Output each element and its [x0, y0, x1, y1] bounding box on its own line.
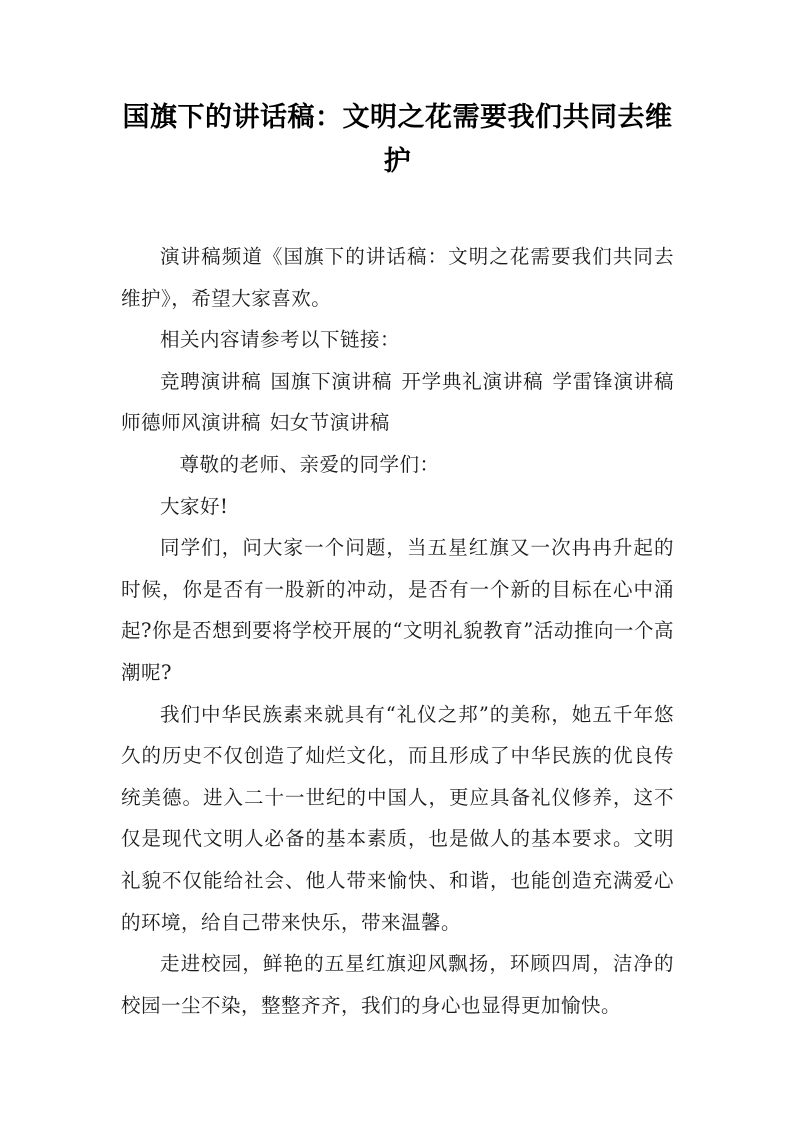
related-link-kaixue[interactable]: 开学典礼演讲稿 — [401, 369, 544, 393]
body-paragraph-3: 走进校园，鲜艳的五星红旗迎风飘扬，环顾四周，洁净的校园一尘不染，整整齐齐，我们的身心也显得更加愉快。 — [121, 952, 674, 1017]
document-title: 国旗下的讲话稿：文明之花需要我们共同去维护 — [122, 102, 673, 177]
related-link-xueleifeng[interactable]: 学雷锋演讲稿 — [552, 369, 674, 393]
intro-paragraph: 演讲稿频道《国旗下的讲话稿：文明之花需要我们共同去维护》，希望大家喜欢。 — [121, 245, 674, 310]
related-links-list — [121, 361, 674, 444]
related-links-label: 相关内容请参考以下链接： — [160, 328, 401, 352]
related-link-jingpin[interactable]: 竞聘演讲稿 — [160, 369, 262, 393]
body-paragraph-1: 同学们，问大家一个问题，当五星红旗又一次冉冉升起的时候，你是否有一股新的冲动，是否有一个新的目标在心中涌起?你是否想到要将学校开展的“文明礼貌教育”活动推向一个高潮呢? — [121, 536, 674, 684]
greeting: 大家好! — [160, 494, 229, 518]
body-paragraph-2: 我们中华民族素来就具有“礼仪之邦”的美称，她五千年悠久的历史不仅创造了灿烂文化，而且形成了中华民族的优良传统美德。进入二十一世纪的中国人，更应具备礼仪修养，这不仅是现代文明人必备的基本素质，也是做人的基本要求。文明礼貌不仅能给社会、他人带来愉快、和谐，也能创造充满爱心的环境，给自己带来快乐，带来温馨。 — [121, 702, 674, 934]
related-link-funvjie[interactable]: 妇女节演讲稿 — [269, 411, 390, 435]
related-link-guoqixia[interactable]: 国旗下演讲稿 — [270, 369, 393, 393]
document-body — [121, 236, 674, 1026]
salutation: 尊敬的老师、亲爱的同学们： — [179, 452, 440, 476]
related-link-shide[interactable]: 师德师风演讲稿 — [121, 411, 262, 435]
